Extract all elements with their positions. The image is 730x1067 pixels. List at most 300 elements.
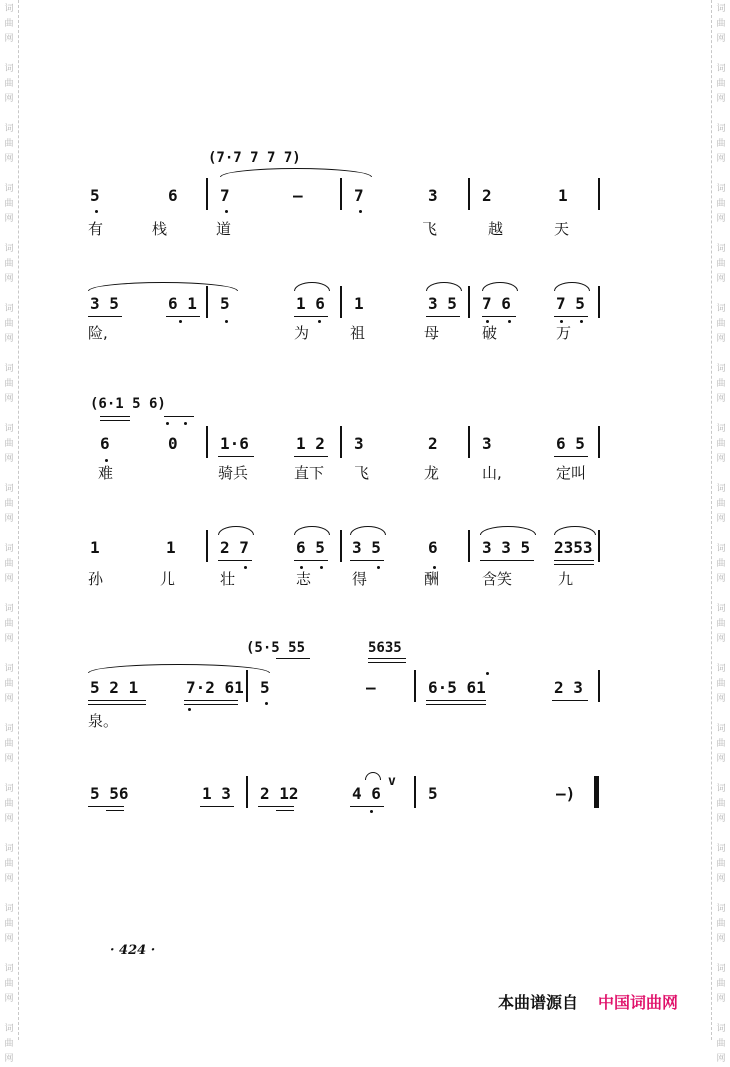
watermark-char: 词 xyxy=(716,64,726,74)
watermark-char: 曲 xyxy=(716,979,726,989)
underline xyxy=(554,456,588,457)
note: 5 2 1 xyxy=(90,678,139,697)
note: 3 xyxy=(354,434,364,453)
note: 7 xyxy=(220,186,230,205)
note: 2353 xyxy=(554,538,593,557)
lyric: 飞 xyxy=(354,464,370,482)
note: 7·2 61 xyxy=(186,678,244,697)
bar-line xyxy=(598,178,600,210)
lower-dot xyxy=(359,210,362,213)
watermark-char: 曲 xyxy=(716,799,726,809)
intro-phrase: (6·1 5 6) xyxy=(90,396,166,412)
note: 6 xyxy=(168,186,178,205)
bar-line xyxy=(414,776,416,808)
lower-dot xyxy=(166,422,169,425)
watermark-char: 词 xyxy=(716,304,726,314)
underline xyxy=(426,704,486,705)
underline xyxy=(294,560,328,561)
watermark-group xyxy=(2,482,16,527)
watermark-char: 曲 xyxy=(4,439,14,449)
watermark-group xyxy=(714,662,728,707)
slur xyxy=(218,526,254,535)
watermark-group xyxy=(2,962,16,1007)
watermark-char: 网 xyxy=(4,394,14,404)
lower-dot xyxy=(225,320,228,323)
watermark-char: 网 xyxy=(4,1054,14,1064)
watermark-char: 词 xyxy=(716,484,726,494)
watermark-char: 曲 xyxy=(716,679,726,689)
lyric: 道 xyxy=(216,220,232,238)
watermark-group xyxy=(2,602,16,647)
watermark-char: 网 xyxy=(4,34,14,44)
lyric: 祖 xyxy=(350,324,366,342)
watermark-char: 词 xyxy=(4,844,14,854)
watermark-char: 词 xyxy=(4,364,14,374)
note: 2 7 xyxy=(220,538,249,557)
watermark-group xyxy=(714,842,728,887)
underline xyxy=(482,316,516,317)
underline xyxy=(350,806,384,807)
watermark-char: 曲 xyxy=(4,259,14,269)
underline xyxy=(554,560,594,561)
watermark-char: 网 xyxy=(716,454,726,464)
intro-phrase: (7·7 7 7 7) xyxy=(208,150,301,166)
watermark-group xyxy=(2,122,16,167)
source-credit xyxy=(498,990,678,1013)
watermark-char: 网 xyxy=(716,994,726,1004)
watermark-char: 词 xyxy=(4,784,14,794)
lyric: 泉。 xyxy=(88,712,119,730)
watermark-char: 曲 xyxy=(716,439,726,449)
watermark-char: 词 xyxy=(4,964,14,974)
watermark-group xyxy=(714,782,728,827)
watermark-char: 词 xyxy=(716,664,726,674)
lower-dot xyxy=(184,422,187,425)
watermark-char: 曲 xyxy=(716,139,726,149)
watermark-char: 词 xyxy=(4,244,14,254)
watermark-char: 网 xyxy=(4,814,14,824)
watermark-char: 词 xyxy=(716,1024,726,1034)
slur xyxy=(88,282,238,291)
watermark-char: 曲 xyxy=(716,739,726,749)
bar-line xyxy=(414,670,416,702)
watermark-char: 词 xyxy=(4,124,14,134)
page-number: · 424 · xyxy=(110,943,156,958)
watermark-group xyxy=(2,1022,16,1067)
note: —) xyxy=(556,784,576,803)
slur xyxy=(480,526,536,535)
watermark-char: 网 xyxy=(4,694,14,704)
underline xyxy=(218,456,254,457)
note: 1 2 xyxy=(296,434,325,453)
right-watermark-strip xyxy=(711,0,730,1064)
watermark-char: 网 xyxy=(4,334,14,344)
watermark-char: 网 xyxy=(4,454,14,464)
lyric: 险, xyxy=(88,324,108,342)
note: 1 3 xyxy=(202,784,231,803)
watermark-char: 曲 xyxy=(4,559,14,569)
lyric: 志 xyxy=(296,570,312,588)
watermark-char: 曲 xyxy=(716,319,726,329)
note: 5 xyxy=(260,678,270,697)
watermark-group xyxy=(714,62,728,107)
underline xyxy=(200,806,234,807)
lower-dot xyxy=(580,320,583,323)
watermark-group xyxy=(2,902,16,947)
underline xyxy=(552,700,588,701)
watermark-char: 网 xyxy=(4,274,14,284)
watermark-char: 网 xyxy=(716,94,726,104)
watermark-char: 网 xyxy=(716,394,726,404)
lyric: 飞 xyxy=(422,220,438,238)
note: 3 xyxy=(482,434,492,453)
lower-dot xyxy=(225,210,228,213)
lyric: 栈 xyxy=(152,220,168,238)
watermark-char: 曲 xyxy=(4,1039,14,1049)
watermark-char: 网 xyxy=(4,154,14,164)
watermark-char: 曲 xyxy=(4,979,14,989)
note: 3 xyxy=(428,186,438,205)
watermark-char: 曲 xyxy=(716,259,726,269)
watermark-char: 词 xyxy=(4,304,14,314)
watermark-char: 曲 xyxy=(716,79,726,89)
slur xyxy=(294,526,330,535)
watermark-char: 曲 xyxy=(716,19,726,29)
underline xyxy=(184,704,238,705)
slur xyxy=(426,282,462,291)
note: 3 5 xyxy=(428,294,457,313)
note: 4 6 xyxy=(352,784,381,803)
note: 1·6 xyxy=(220,434,249,453)
watermark-group xyxy=(714,182,728,227)
note: — xyxy=(366,678,376,697)
breath-mark: v xyxy=(388,774,396,789)
underline xyxy=(368,662,406,663)
slur xyxy=(88,664,270,673)
watermark-char: 词 xyxy=(4,904,14,914)
intro-phrase: 5635 xyxy=(368,640,402,656)
watermark-char: 词 xyxy=(716,364,726,374)
bar-line xyxy=(598,530,600,562)
slur xyxy=(554,282,590,291)
underline xyxy=(294,456,328,457)
slur xyxy=(554,526,596,535)
watermark-group xyxy=(714,422,728,467)
lower-dot xyxy=(265,702,268,705)
watermark-group xyxy=(2,722,16,767)
bar-line xyxy=(340,530,342,562)
watermark-group xyxy=(714,902,728,947)
watermark-char: 网 xyxy=(4,634,14,644)
note: 6 1 xyxy=(168,294,197,313)
note: 6·5 61 xyxy=(428,678,486,697)
lower-dot xyxy=(508,320,511,323)
watermark-char: 词 xyxy=(716,784,726,794)
note: 2 12 xyxy=(260,784,299,803)
watermark-char: 网 xyxy=(716,694,726,704)
lyric: 定叫 xyxy=(556,464,587,482)
note: 3 3 5 xyxy=(482,538,531,557)
watermark-group xyxy=(714,2,728,47)
watermark-char: 曲 xyxy=(4,19,14,29)
watermark-char: 曲 xyxy=(4,319,14,329)
watermark-char: 词 xyxy=(4,4,14,14)
lyric: 含笑 xyxy=(482,570,513,588)
watermark-char: 词 xyxy=(716,184,726,194)
watermark-group xyxy=(2,182,16,227)
lyric: 天 xyxy=(554,220,570,238)
watermark-char: 曲 xyxy=(4,859,14,869)
watermark-group xyxy=(2,242,16,287)
note: 6 xyxy=(100,434,110,453)
watermark-char: 网 xyxy=(4,934,14,944)
watermark-group xyxy=(714,962,728,1007)
watermark-group xyxy=(714,242,728,287)
watermark-char: 曲 xyxy=(716,499,726,509)
lower-dot xyxy=(377,566,380,569)
lyric: 有 xyxy=(88,220,104,238)
lyric: 万 xyxy=(556,324,572,342)
underline xyxy=(88,316,122,317)
note: — xyxy=(293,186,303,205)
watermark-char: 曲 xyxy=(4,739,14,749)
note: 1 xyxy=(354,294,364,313)
watermark-char: 网 xyxy=(716,334,726,344)
slur xyxy=(294,282,330,291)
underline xyxy=(426,316,460,317)
watermark-char: 网 xyxy=(716,154,726,164)
lower-dot xyxy=(95,210,98,213)
bar-line xyxy=(598,426,600,458)
watermark-char: 曲 xyxy=(716,919,726,929)
lower-dot xyxy=(188,708,191,711)
watermark-char: 词 xyxy=(716,124,726,134)
watermark-char: 网 xyxy=(716,634,726,644)
underline xyxy=(276,658,310,659)
watermark-char: 词 xyxy=(716,844,726,854)
watermark-char: 网 xyxy=(4,874,14,884)
note: 5 xyxy=(220,294,230,313)
note: 1 xyxy=(558,186,568,205)
underline xyxy=(100,420,130,421)
watermark-char: 曲 xyxy=(716,859,726,869)
lower-dot xyxy=(179,320,182,323)
note: 6 5 xyxy=(296,538,325,557)
watermark-group xyxy=(714,1022,728,1067)
bar-line xyxy=(468,178,470,210)
watermark-group xyxy=(2,782,16,827)
note: 5 xyxy=(428,784,438,803)
watermark-char: 网 xyxy=(716,1054,726,1064)
slur xyxy=(350,526,386,535)
watermark-group xyxy=(714,602,728,647)
watermark-char: 曲 xyxy=(4,139,14,149)
lyric: 九 xyxy=(558,570,574,588)
note: 7 5 xyxy=(556,294,585,313)
watermark-char: 网 xyxy=(4,514,14,524)
intro-phrase: (5·5 55 xyxy=(246,640,306,656)
lyric: 母 xyxy=(424,324,440,342)
underline xyxy=(554,316,588,317)
lyric: 龙 xyxy=(424,464,440,482)
watermark-group xyxy=(2,302,16,347)
watermark-char: 曲 xyxy=(4,619,14,629)
watermark-group xyxy=(714,122,728,167)
watermark-group xyxy=(2,842,16,887)
source-label: 本曲谱源自 xyxy=(498,993,579,1012)
watermark-char: 词 xyxy=(4,64,14,74)
underline xyxy=(258,806,294,807)
lyric: 得 xyxy=(352,570,368,588)
bar-line xyxy=(206,286,208,318)
lower-dot xyxy=(318,320,321,323)
underline xyxy=(350,560,384,561)
watermark-char: 词 xyxy=(4,1024,14,1034)
watermark-char: 曲 xyxy=(4,499,14,509)
lyric: 为 xyxy=(294,324,310,342)
watermark-char: 词 xyxy=(716,544,726,554)
watermark-char: 网 xyxy=(716,934,726,944)
underline xyxy=(426,700,486,701)
watermark-group xyxy=(714,302,728,347)
underline xyxy=(88,806,124,807)
watermark-group xyxy=(714,722,728,767)
underline xyxy=(106,810,124,811)
lyric: 难 xyxy=(98,464,114,482)
watermark-char: 词 xyxy=(716,424,726,434)
fermata-icon xyxy=(365,772,381,780)
watermark-char: 网 xyxy=(4,94,14,104)
underline xyxy=(184,700,238,701)
watermark-char: 词 xyxy=(4,184,14,194)
watermark-char: 网 xyxy=(716,754,726,764)
watermark-char: 曲 xyxy=(4,919,14,929)
lyric: 直下 xyxy=(294,464,325,482)
watermark-char: 网 xyxy=(716,214,726,224)
watermark-char: 词 xyxy=(4,664,14,674)
watermark-char: 曲 xyxy=(4,79,14,89)
bar-line xyxy=(206,530,208,562)
watermark-char: 网 xyxy=(716,514,726,524)
note: 5 56 xyxy=(90,784,129,803)
bar-line xyxy=(468,530,470,562)
watermark-char: 曲 xyxy=(716,559,726,569)
watermark-char: 网 xyxy=(4,574,14,584)
note: 2 xyxy=(428,434,438,453)
note: 1 xyxy=(90,538,100,557)
watermark-group xyxy=(714,482,728,527)
lyric: 越 xyxy=(488,220,504,238)
watermark-char: 词 xyxy=(716,964,726,974)
watermark-char: 网 xyxy=(4,994,14,1004)
bar-line xyxy=(246,670,248,702)
bar-line xyxy=(468,286,470,318)
watermark-char: 曲 xyxy=(716,619,726,629)
note: 1 xyxy=(166,538,176,557)
underline xyxy=(218,560,252,561)
watermark-char: 网 xyxy=(4,214,14,224)
note: 2 3 xyxy=(554,678,583,697)
watermark-char: 词 xyxy=(716,724,726,734)
watermark-char: 词 xyxy=(716,904,726,914)
watermark-group xyxy=(2,422,16,467)
watermark-char: 网 xyxy=(716,814,726,824)
bar-line xyxy=(598,670,600,702)
lyric: 山, xyxy=(482,464,502,482)
upper-dot xyxy=(486,672,489,675)
left-watermark-strip xyxy=(0,0,19,1064)
note: 7 xyxy=(354,186,364,205)
watermark-char: 曲 xyxy=(4,199,14,209)
bar-line xyxy=(206,426,208,458)
underline xyxy=(480,560,534,561)
slur xyxy=(220,168,372,177)
note: 7 6 xyxy=(482,294,511,313)
watermark-char: 曲 xyxy=(716,199,726,209)
note: 3 5 xyxy=(352,538,381,557)
watermark-char: 网 xyxy=(716,874,726,884)
lower-dot xyxy=(320,566,323,569)
watermark-char: 词 xyxy=(4,424,14,434)
note: 2 xyxy=(482,186,492,205)
watermark-char: 曲 xyxy=(4,379,14,389)
watermark-group xyxy=(714,542,728,587)
watermark-group xyxy=(2,662,16,707)
watermark-char: 词 xyxy=(4,544,14,554)
note: 6 5 xyxy=(556,434,585,453)
watermark-char: 词 xyxy=(716,244,726,254)
lyric: 酬 xyxy=(424,570,440,588)
bar-line xyxy=(246,776,248,808)
watermark-group xyxy=(2,362,16,407)
note: 6 xyxy=(428,538,438,557)
lyric: 孙 xyxy=(88,570,104,588)
lower-dot xyxy=(370,810,373,813)
lyric: 壮 xyxy=(220,570,236,588)
watermark-char: 词 xyxy=(4,724,14,734)
watermark-char: 词 xyxy=(716,604,726,614)
watermark-group xyxy=(714,362,728,407)
underline xyxy=(164,416,194,417)
watermark-char: 曲 xyxy=(4,679,14,689)
underline xyxy=(88,704,146,705)
watermark-group xyxy=(2,542,16,587)
underline xyxy=(294,316,328,317)
watermark-char: 词 xyxy=(716,4,726,14)
watermark-char: 曲 xyxy=(716,1039,726,1049)
watermark-group xyxy=(2,62,16,107)
note: 3 5 xyxy=(90,294,119,313)
note: 5 xyxy=(90,186,100,205)
watermark-char: 网 xyxy=(716,574,726,584)
watermark-group xyxy=(2,2,16,47)
bar-line xyxy=(206,178,208,210)
lyric: 破 xyxy=(482,324,498,342)
lyric: 骑兵 xyxy=(218,464,249,482)
underline xyxy=(166,316,200,317)
watermark-char: 网 xyxy=(716,274,726,284)
watermark-char: 词 xyxy=(4,604,14,614)
underline xyxy=(368,658,406,659)
underline xyxy=(276,810,294,811)
source-site-link[interactable]: 中国词曲网 xyxy=(598,993,679,1012)
note: 1 6 xyxy=(296,294,325,313)
lower-dot xyxy=(244,566,247,569)
note: 0 xyxy=(168,434,178,453)
bar-line xyxy=(468,426,470,458)
final-bar-line xyxy=(594,776,599,808)
bar-line xyxy=(340,178,342,210)
